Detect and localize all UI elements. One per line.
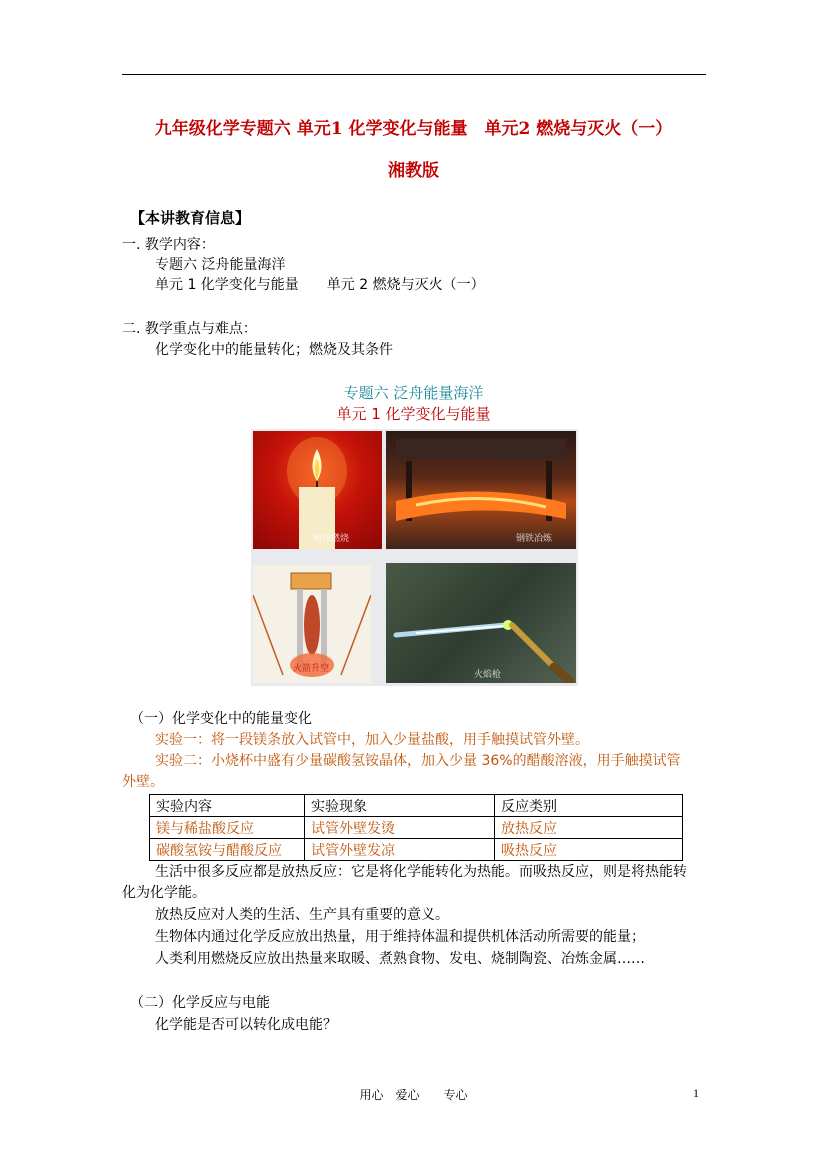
- paragraph1-line2: 化为化学能。: [122, 885, 206, 901]
- table-header-row: [150, 795, 683, 817]
- info-heading: 【本讲教育信息】: [130, 209, 251, 227]
- table-cell: 放热反应: [495, 817, 683, 839]
- experiment1: 实验一：将一段镁条放入试管中，加入少量盐酸，用手触摸试管外壁。: [155, 732, 589, 748]
- candle-image: [253, 431, 382, 549]
- table-cell: 碳酸氢铵与醋酸反应: [150, 839, 305, 861]
- experiment2-line1: 实验二：小烧杯中盛有少量碳酸氢铵晶体，加入少量 36%的醋酸溶液，用手触摸试管: [155, 753, 681, 769]
- table-cell: 镁与稀盐酸反应: [150, 817, 305, 839]
- table-header-cell: 反应类别: [495, 795, 683, 817]
- header-rule: [122, 74, 706, 75]
- page-number: 1: [693, 1086, 699, 1100]
- experiment2-line2: 外壁。: [122, 774, 164, 790]
- energy-figure: [251, 429, 578, 686]
- section2-heading: 二. 教学重点与难点：: [122, 321, 257, 337]
- rocket-tower-image: [253, 565, 371, 683]
- part2-question: 化学能是否可以转化成电能？: [155, 1017, 337, 1033]
- part2-heading: （二）化学反应与电能: [130, 995, 270, 1011]
- experiment-table: [149, 794, 683, 861]
- section1-line1: 专题六 泛舟能量海洋: [155, 257, 286, 273]
- table-header-cell: 实验内容: [150, 795, 305, 817]
- steel-mill-image: [386, 431, 576, 549]
- table-row: [150, 839, 683, 861]
- figure-title1: 专题六 泛舟能量海洋: [343, 384, 484, 402]
- candle-caption: 蜡烛燃烧: [313, 534, 350, 544]
- torch-caption: 火焰枪: [474, 670, 502, 680]
- table-cell: 试管外壁发凉: [305, 839, 495, 861]
- torch-image: [386, 563, 576, 683]
- section1-heading: 一. 教学内容：: [122, 237, 215, 253]
- paragraph1-line1: 生活中很多反应都是放热反应：它是将化学能转化为热能。而吸热反应，则是将热能转: [155, 864, 687, 880]
- rocket-caption: 火箭升空: [293, 664, 330, 674]
- table-cell: 试管外壁发烫: [305, 817, 495, 839]
- document-title: 九年级化学专题六 单元1 化学变化与能量 单元2 燃烧与灭火（一）: [154, 119, 673, 139]
- table-cell: 吸热反应: [495, 839, 683, 861]
- page-footer: 用心 爱心 专心: [359, 1088, 468, 1102]
- section1-line2: 单元 1 化学变化与能量 单元 2 燃烧与灭火（一）: [155, 277, 485, 293]
- paragraph3: 生物体内通过化学反应放出热量，用于维持体温和提供机体活动所需要的能量；: [155, 929, 645, 945]
- table-header-cell: 实验现象: [305, 795, 495, 817]
- table-row: [150, 817, 683, 839]
- document-subtitle: 湘教版: [388, 161, 439, 181]
- section2-line1: 化学变化中的能量转化；燃烧及其条件: [155, 342, 393, 358]
- steel-caption: 钢铁冶炼: [516, 534, 553, 544]
- paragraph2: 放热反应对人类的生活、生产具有重要的意义。: [155, 907, 449, 923]
- paragraph4: 人类利用燃烧反应放出热量来取暖、煮熟食物、发电、烧制陶瓷、冶炼金属……: [155, 951, 645, 967]
- part1-heading: （一）化学变化中的能量变化: [130, 711, 312, 727]
- figure-title2: 单元 1 化学变化与能量: [336, 405, 491, 423]
